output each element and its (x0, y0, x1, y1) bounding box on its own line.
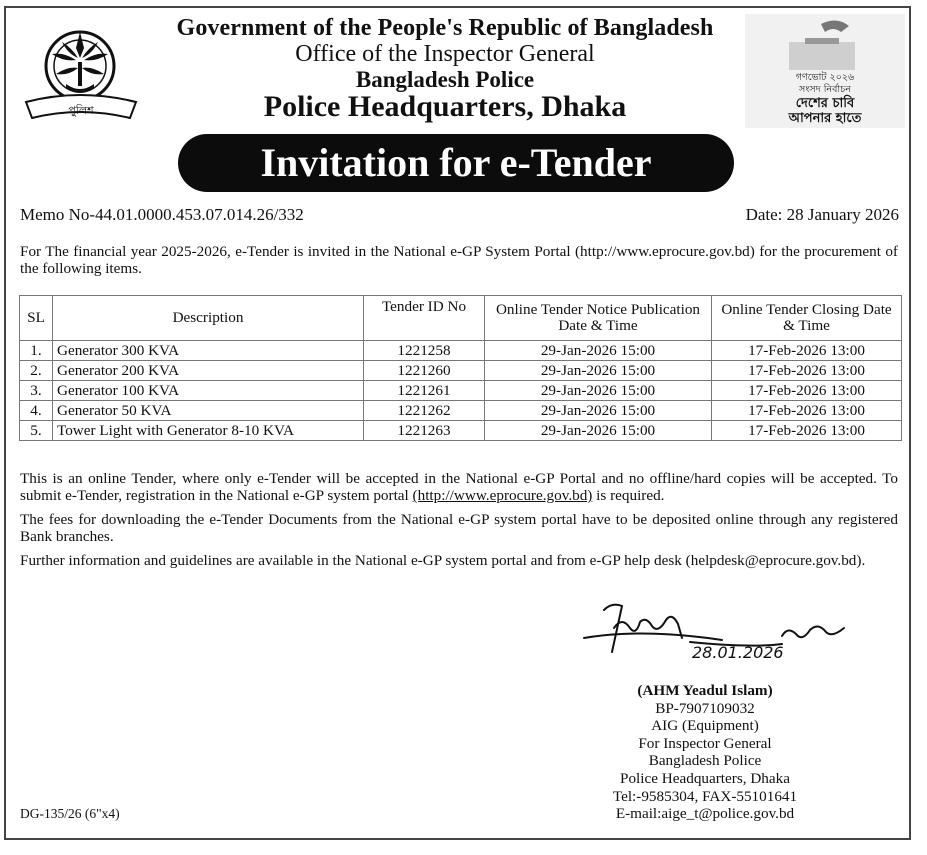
svg-text:গণভোট ২০২৬: গণভোট ২০২৬ (795, 72, 855, 83)
cell-closing: 17-Feb-2026 13:00 (712, 421, 902, 441)
fees-paragraph: The fees for downloading the e-Tender Documents from the National e-GP system portal have to be deposited online through any registered Bank branches. (20, 511, 898, 545)
column-header-tender-id: Tender ID No (364, 296, 485, 341)
column-header-closing: Online Tender Closing Date & Time (712, 296, 902, 341)
online-tender-paragraph (20, 470, 898, 504)
signatory-designation: AIG (Equipment) (651, 717, 759, 735)
cell-sl: 3. (20, 381, 53, 401)
table-row (20, 361, 902, 381)
cell-sl: 5. (20, 421, 53, 441)
signatory-hq: Police Headquarters, Dhaka (620, 769, 790, 787)
police-crest-logo (22, 18, 140, 126)
svg-text:দেশের চাবি: দেশের চাবি (795, 96, 855, 111)
cell-publication: 29-Jan-2026 15:00 (485, 421, 712, 441)
cell-sl: 2. (20, 361, 53, 381)
cell-closing: 17-Feb-2026 13:00 (712, 341, 902, 361)
cell-closing: 17-Feb-2026 13:00 (712, 381, 902, 401)
cell-publication: 29-Jan-2026 15:00 (485, 401, 712, 421)
signatory-bp: BP-7907109032 (655, 699, 755, 717)
table-header-row (20, 296, 902, 341)
svg-text:28.01.2026: 28.01.2026 (692, 643, 784, 662)
signature-block (575, 682, 835, 823)
memo-date: Date: 28 January 2026 (745, 205, 899, 224)
handwritten-signature (582, 598, 852, 668)
cell-closing: 17-Feb-2026 13:00 (712, 401, 902, 421)
cell-description: Generator 300 KVA (53, 341, 364, 361)
cell-sl: 4. (20, 401, 53, 421)
cell-sl: 1. (20, 341, 53, 361)
signatory-phone: Tel:-9585304, FAX-55101641 (612, 787, 798, 805)
further-info-paragraph: Further information and guidelines are available in the National e-GP system portal and from e-GP help desk (helpdesk@eprocure.gov.bd). (20, 552, 866, 569)
department-heading: Bangladesh Police (355, 67, 535, 92)
cell-publication: 29-Jan-2026 15:00 (485, 341, 712, 361)
svg-text:পুলিশ: পুলিশ (68, 104, 94, 117)
column-header-publication: Online Tender Notice Publication Date & Time (485, 296, 712, 341)
column-header-description: Description (53, 296, 364, 341)
memo-number: Memo No-44.01.0000.453.07.014.26/332 (20, 205, 304, 224)
online-tender-text: This is an online Tender, where only e-Tender will be accepted in the National e-GP Portal and no offline/hard copies will be accepted. To submit e-Tender, registration in the National e-GP system portal (20, 470, 898, 504)
signatory-name: (AHM Yeadul Islam) (637, 682, 773, 699)
cell-tender-id: 1221258 (364, 341, 485, 361)
cell-tender-id: 1221261 (364, 381, 485, 401)
cell-tender-id: 1221262 (364, 401, 485, 421)
cell-description: Generator 100 KVA (53, 381, 364, 401)
cell-publication: 29-Jan-2026 15:00 (485, 361, 712, 381)
eprocure-link[interactable]: (http://www.eprocure.gov.bd) (412, 487, 593, 504)
signatory-for: For Inspector General (638, 734, 772, 752)
government-heading: Government of the People's Republic of Bangladesh (176, 15, 714, 41)
tender-title-banner: Invitation for e-Tender (178, 134, 734, 192)
signatory-org: Bangladesh Police (648, 752, 762, 770)
cell-tender-id: 1221260 (364, 361, 485, 381)
election-logo (745, 14, 905, 128)
cell-publication: 29-Jan-2026 15:00 (485, 381, 712, 401)
svg-text:আপনার হাতে: আপনার হাতে (788, 111, 862, 126)
dg-reference: DG-135/26 (6"x4) (20, 806, 120, 821)
table-row (20, 381, 902, 401)
cell-tender-id: 1221263 (364, 421, 485, 441)
cell-description: Tower Light with Generator 8-10 KVA (53, 421, 364, 441)
table-row (20, 341, 902, 361)
headquarters-heading: Police Headquarters, Dhaka (263, 90, 627, 123)
svg-text:সংসদ নির্বাচন: সংসদ নির্বাচন (799, 84, 851, 95)
table-row (20, 421, 902, 441)
cell-description: Generator 50 KVA (53, 401, 364, 421)
tender-table (19, 295, 902, 441)
online-tender-text-end: is required. (596, 487, 665, 504)
table-row (20, 401, 902, 421)
signatory-email: E-mail:aige_t@police.gov.bd (615, 805, 795, 823)
intro-paragraph: For The financial year 2025-2026, e-Tender is invited in the National e-GP System Portal (http://www.eprocure.gov.bd) for the procurement of the following items. (20, 243, 898, 277)
cell-closing: 17-Feb-2026 13:00 (712, 361, 902, 381)
office-heading: Office of the Inspector General (295, 41, 595, 67)
column-header-sl: SL (20, 296, 53, 341)
cell-description: Generator 200 KVA (53, 361, 364, 381)
